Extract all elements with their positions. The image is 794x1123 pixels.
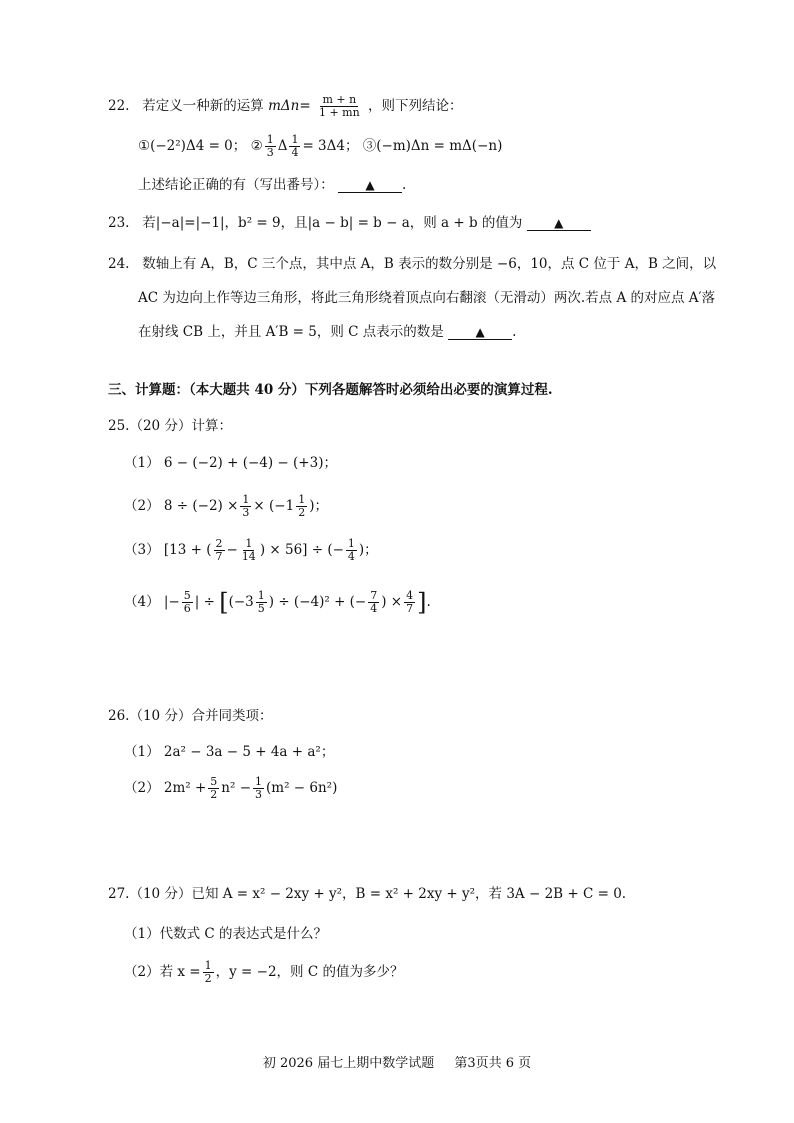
q25-part4-label: （4） [124, 594, 160, 610]
q26-part2-frac1 [208, 776, 219, 801]
q22-op-lhs: mΔn= [268, 98, 311, 114]
q22-intro: 若定义一种新的运算 [142, 98, 264, 114]
q25-part3-frac1 [214, 538, 225, 563]
q25-part4-frac4 [404, 590, 415, 615]
q25-part4-frac1 [182, 590, 193, 615]
footer-page-number: 第3页共 6 页 [454, 1056, 532, 1071]
q25-part3-frac3-num: 1 [347, 537, 355, 550]
page-footer [0, 1052, 794, 1071]
q25-part3-frac3-den: 4 [347, 550, 355, 563]
q25-part4-frac3 [368, 590, 379, 615]
q23-line [108, 213, 591, 233]
q27-part2-frac-num: 1 [204, 959, 212, 972]
q25-part3-c: ) × 56] ÷ (− [259, 542, 344, 558]
q22-item1: ①(−2²)Δ4 = 0； [138, 138, 247, 154]
q27-part2-frac [203, 960, 214, 985]
q26-part2-frac2-num: 1 [255, 775, 263, 788]
q26-part2-a: 2m² + [163, 780, 207, 796]
q26-part1: （1） 2a² − 3a − 5 + 4a + a²； [124, 744, 335, 760]
q26-part2 [124, 776, 337, 801]
q22-item3: ③(−m)Δn = mΔ(−n) [362, 138, 503, 154]
q25-part4-frac4-num: 4 [406, 589, 414, 602]
q24-line1 [108, 254, 716, 274]
q25-part2-frac2-num: 1 [298, 493, 306, 506]
q23-answer-blank[interactable]: ▲ [527, 216, 591, 231]
q25-part3 [124, 538, 378, 563]
q26-part2-b: n² − [221, 780, 252, 796]
q25-part4-end: . [426, 594, 431, 610]
q26-part2-frac2-den: 3 [255, 788, 263, 801]
q26-part2-frac1-num: 5 [210, 775, 218, 788]
q22-answer-blank[interactable]: ▲ [338, 178, 402, 193]
q27-part2-b: ，y = −2，则 C 的值为多少？ [215, 964, 404, 980]
q22-item2-mid: Δ [277, 138, 288, 154]
q24-number: 24. [108, 256, 130, 272]
q25-part3-frac2-den: 14 [241, 550, 256, 563]
q25-part3-frac3 [346, 538, 357, 563]
q26-part2-frac2 [253, 776, 264, 801]
q25-part4-b: | ÷ [194, 594, 215, 610]
q25-part3-a: [13 + ( [163, 542, 212, 558]
q22-item2-rhs: = 3Δ4； [302, 138, 359, 154]
q22-number: 22. [108, 98, 130, 114]
q25-part3-frac2 [240, 538, 258, 563]
q25-part3-label: （3） [124, 542, 160, 558]
q24-answer-blank[interactable]: ▲ [448, 325, 512, 340]
q25-part4-d: ) ÷ (−4)² + (− [268, 594, 367, 610]
q25-part2-frac2-den: 2 [298, 506, 306, 519]
q22-line1 [108, 94, 462, 119]
q22-ask: 上述结论正确的有（写出番号）： [138, 177, 334, 193]
q25-part4-frac1-num: 5 [183, 589, 191, 602]
q25-part3-frac1-num: 2 [215, 537, 223, 550]
q27-part2-frac-den: 2 [204, 972, 212, 985]
q22-ask-line [138, 175, 406, 195]
q25-part4-frac2 [256, 590, 267, 615]
q24-text-1: 数轴上有 A，B，C 三个点，其中点 A，B 表示的数分别是 −6，10，点 C 位于 A，B 之间，以 [142, 256, 717, 272]
q23-number: 23. [108, 215, 130, 231]
q22-item2-frac2 [289, 134, 300, 159]
q24-line2: AC 为边向上作等边三角形，将此三角形绕着顶点向右翻滚（无滑动）两次.若点 A 的对应点 A′落 [138, 290, 716, 306]
section-3-title: 三、计算题：（本大题共 40 分）下列各题解答时必须给出必要的演算过程. [108, 382, 553, 398]
q26-part2-label: （2） [124, 780, 160, 796]
q25-part2-frac2 [296, 494, 307, 519]
q25-part4-bracket-open: [ [219, 588, 229, 617]
q22-item2-frac1 [265, 134, 276, 159]
q25-part3-d: )； [358, 542, 378, 558]
q25-part4 [124, 590, 431, 615]
q25-part4-bracket-close: ] [417, 588, 427, 617]
q25-part3-b: − [226, 542, 238, 558]
q22-frac-num: m + n [322, 93, 357, 106]
q25-part2-a: 8 ÷ (−2) × [163, 498, 239, 514]
q25-part2-label: （2） [124, 498, 160, 514]
q25-part4-frac3-den: 4 [370, 602, 378, 615]
q25-part2 [124, 494, 328, 519]
q22-item2-frac1-num: 1 [266, 133, 274, 146]
q22-item2-frac2-den: 4 [291, 146, 299, 159]
q25-part4-frac4-den: 7 [406, 602, 414, 615]
q24-text-3: 在射线 CB 上，并且 A′B = 5，则 C 点表示的数是 [138, 324, 444, 340]
q22-items [138, 134, 502, 159]
q25-part2-c: )； [309, 498, 328, 514]
q22-item2-prefix: ② [250, 138, 263, 154]
q26-part2-frac1-den: 2 [210, 788, 218, 801]
q26-heading: 26.（10 分）合并同类项： [108, 708, 273, 724]
q22-frac-den: 1 + mn [318, 106, 360, 119]
q22-item2-frac1-den: 3 [266, 146, 274, 159]
q25-heading: 25.（20 分）计算： [108, 418, 232, 434]
q22-tail: ，则下列结论： [367, 98, 463, 114]
footer-exam-title: 初 2026 届七上期中数学试题 [262, 1056, 435, 1071]
q22-op-fraction [317, 94, 362, 119]
q25-part4-a: |− [163, 594, 180, 610]
q25-part4-frac1-den: 6 [183, 602, 191, 615]
q22-item2-frac2-num: 1 [291, 133, 299, 146]
q25-part4-frac2-den: 5 [257, 602, 265, 615]
q25-part2-frac1-den: 3 [242, 506, 250, 519]
q25-part4-c: (−3 [228, 594, 254, 610]
q27-part2 [124, 960, 403, 985]
q25-part4-frac2-num: 1 [257, 589, 265, 602]
q25-part3-frac1-den: 7 [215, 550, 223, 563]
q27-heading: 27.（10 分）已知 A = x² − 2xy + y²，B = x² + 2xy + y²，若 3A − 2B + C = 0. [108, 886, 627, 902]
q25-part4-frac3-num: 7 [370, 589, 378, 602]
q25-part2-frac1-num: 1 [242, 493, 250, 506]
q22-end: . [402, 177, 407, 193]
q24-end: . [512, 324, 517, 340]
q25-part4-e: ) × [381, 594, 403, 610]
q25-part2-b: × (−1 [253, 498, 295, 514]
q27-part2-a: （2）若 x = [124, 964, 201, 980]
q23-text: 若|−a|=|−1|，b² = 9，且|a − b| = b − a，则 a + b 的值为 [142, 215, 523, 231]
q25-part3-frac2-num: 1 [245, 537, 253, 550]
q26-part2-c: (m² − 6n²) [266, 780, 338, 796]
q25-part2-frac1 [240, 494, 251, 519]
q27-part1: （1）代数式 C 的表达式是什么？ [124, 926, 328, 942]
q24-line3 [138, 322, 516, 342]
q25-part1: （1） 6 − (−2) + (−4) − (+3)； [124, 455, 337, 471]
